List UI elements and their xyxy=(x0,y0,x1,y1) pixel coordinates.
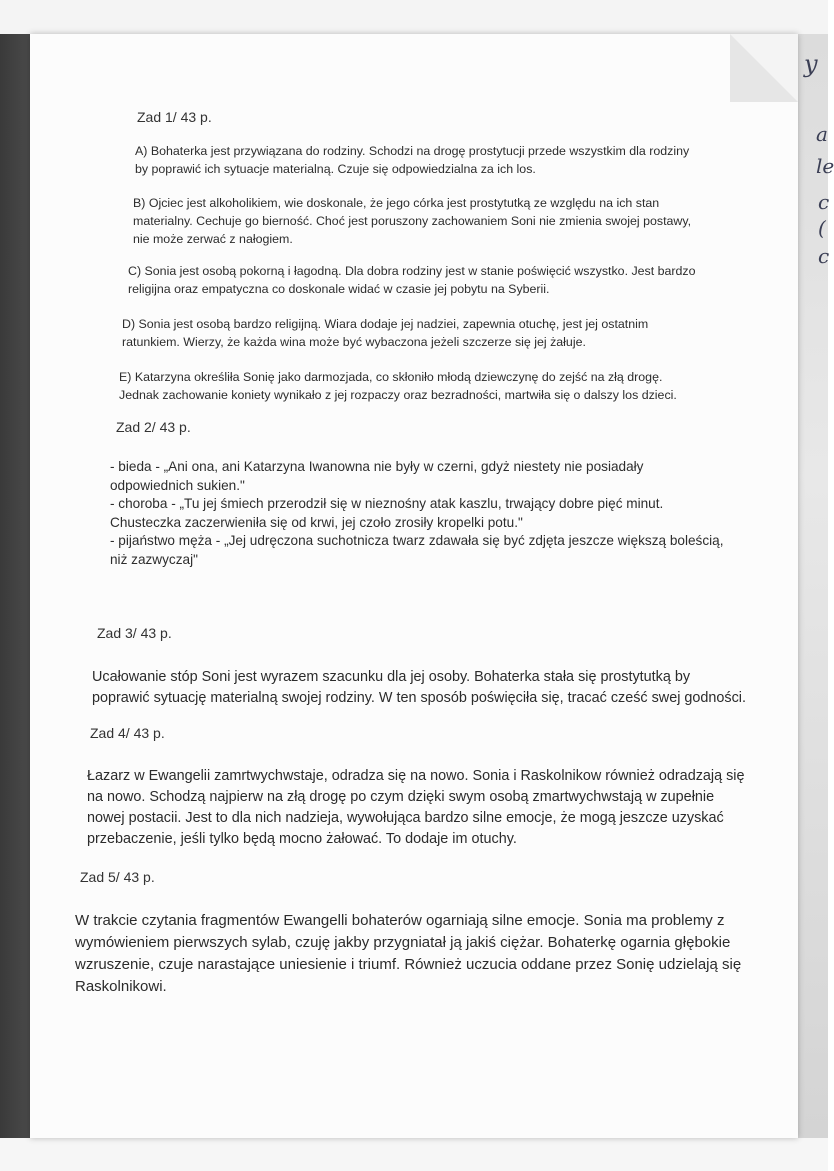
margin-handwriting: a xyxy=(816,122,828,146)
section-heading-zad3: Zad 3/ 43 p. xyxy=(97,625,172,641)
section-heading-zad4: Zad 4/ 43 p. xyxy=(90,725,165,741)
text-line: wzruszenie, czuje narastające uniesienie i triumf. Również uczucia oddane przez Sonię udzielają się xyxy=(75,956,742,973)
text-line: Ucałowanie stóp Soni jest wyrazem szacunku dla jej osoby. Bohaterka stała się prostytutką by xyxy=(92,669,691,685)
text-line: - pijaństwo męża - „Jej udręczona suchotnicza twarz zdawała się być zdjęta jeszcze większą boleścią, xyxy=(110,533,724,548)
text-line: C) Sonia jest osobą pokorną i łagodną. Dla dobra rodziny jest w stanie poświęcić wszystko. Jest bardzo xyxy=(128,264,696,278)
margin-handwriting: c xyxy=(818,190,830,214)
margin-handwriting: y xyxy=(804,50,818,78)
page-corner-fold xyxy=(730,34,798,102)
text-line: - bieda - „Ani ona, ani Katarzyna Iwanowna nie były w czerni, gdyż niestety nie posiadały xyxy=(110,459,644,474)
text-line: Chusteczka zaczerwieniła się od krwi, jej czoło zrosiły kropelki potu." xyxy=(110,514,523,530)
section-heading-zad5: Zad 5/ 43 p. xyxy=(80,869,155,885)
section-heading-zad1: Zad 1/ 43 p. xyxy=(137,109,212,125)
zad1-answer-b xyxy=(133,194,691,248)
text-line: D) Sonia jest osobą bardzo religijną. Wiara dodaje jej nadziei, zapewnia otuchę, jest jej ostatnim xyxy=(122,317,649,331)
zad1-answer-a xyxy=(135,142,689,178)
zad4-answer xyxy=(87,766,745,850)
margin-handwriting: ( xyxy=(818,216,826,240)
text-line: W trakcie czytania fragmentów Ewangelli bohaterów ogarniają silne emocje. Sonia ma problemy z xyxy=(75,912,725,929)
text-line: wymówieniem pierwszych sylab, czuję jakby przygniatał ją jakiś ciężar. Bohaterkę ogarnia głębokie xyxy=(75,934,731,951)
text-line: materialny. Cechuje go bierność. Choć jest poruszony zachowaniem Soni nie zmienia swojej postawy, xyxy=(133,214,692,228)
text-line: nowej postacii. Jest to dla nich nadzieja, wywołująca bardzo silne emocje, że mogą jeszcze uzyskać xyxy=(87,810,724,826)
text-line: B) Ojciec jest alkoholikiem, wie doskonale, że jego córka jest prostytutką ze względu na ich stan xyxy=(133,196,660,210)
text-line: A) Bohaterka jest przywiązana do rodziny. Schodzi na drogę prostytucji przede wszystkim dla rodziny xyxy=(135,144,690,158)
section-heading-zad2: Zad 2/ 43 p. xyxy=(116,419,191,435)
text-line: niż zazwyczaj" xyxy=(110,551,198,567)
text-line: przebaczenie, jeśli tylko będą mocno żałować. To dodaje im otuchy. xyxy=(87,831,517,847)
text-line: Jednak zachowanie koniety wynikało z jej rozpaczy oraz bezradności, martwiła się o dalszy los dzieci. xyxy=(119,388,677,402)
zad1-answer-c xyxy=(128,262,696,298)
text-line: Łazarz w Ewangelii zamrtwychwstaje, odradza się na nowo. Sonia i Raskolnikow również odradzają się xyxy=(87,768,745,784)
zad2-quotes xyxy=(110,458,724,569)
text-line: na nowo. Schodzą najpierw na złą drogę po czym dzięki swym osobą zmartwychwstają w zupełnie xyxy=(87,789,715,805)
zad1-answer-e xyxy=(119,368,677,404)
zad3-answer xyxy=(92,667,746,709)
desk-bottom-edge xyxy=(0,1138,828,1171)
text-line: by poprawić ich sytuacje materialną. Czuje się odpowiedzialna za ich los. xyxy=(135,162,536,176)
text-line: religijna oraz empatyczna co doskonale widać w czasie jej pobytu na Syberii. xyxy=(128,282,550,296)
text-line: - choroba - „Tu jej śmiech przerodził się w nieznośny atak kaszlu, trwający dobre pięć minut. xyxy=(110,496,664,511)
text-line: ratunkiem. Wierzy, że każda wina może być wybaczona jeżeli szczerze się jej żałuje. xyxy=(122,335,586,349)
margin-handwriting: le xyxy=(816,154,834,178)
zad1-answer-d xyxy=(122,315,648,351)
text-line: poprawić sytuację materialną swojej rodziny. W ten sposób poświęciła się, tracać cześć swej godności. xyxy=(92,690,746,706)
zad5-answer xyxy=(75,910,741,998)
text-line: odpowiednich sukien." xyxy=(110,477,245,493)
text-line: nie może zerwać z nałogiem. xyxy=(133,232,293,246)
text-line: Raskolnikowi. xyxy=(75,978,167,995)
margin-handwriting: c xyxy=(818,244,830,268)
desk-top-edge xyxy=(0,0,828,34)
text-line: E) Katarzyna określiła Sonię jako darmozjada, co skłoniło młodą dziewczynę do zejść na złą drogę. xyxy=(119,370,663,384)
document-page xyxy=(30,34,798,1138)
